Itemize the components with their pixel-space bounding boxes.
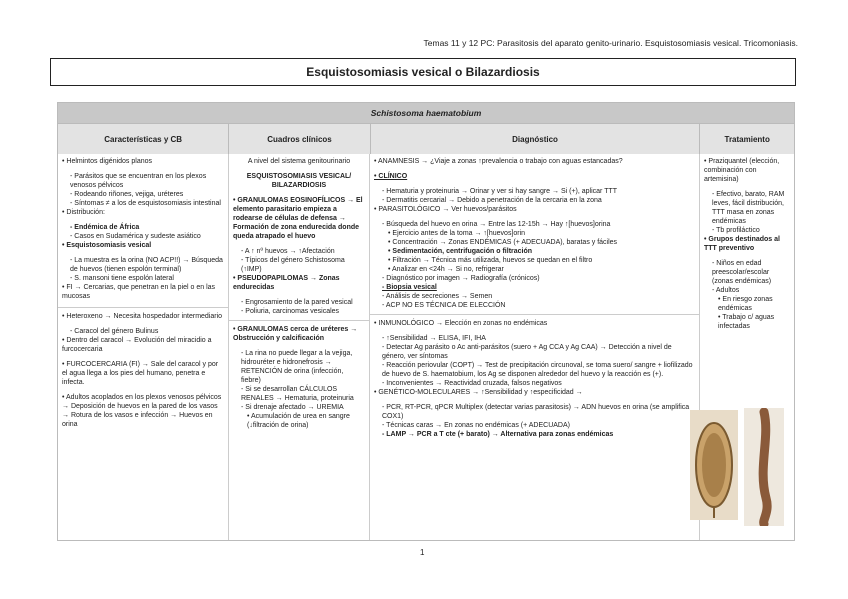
list-item: - Búsqueda del huevo en orina → Entre las 12-15h → Hay ↑[huevos]orina (382, 221, 611, 228)
list-item: - Síntomas ≠ a los de esquistosomiasis intestinal (70, 200, 221, 207)
list-item: • FURCOCERCARIA (FI) → Sale del caracol y por el agua llega a los pies del humano, penetra e infecta. (62, 361, 219, 386)
list-item: • Esquistosomiasis vesical (62, 242, 152, 249)
list-item: - Si se desarrollan CÁLCULOS RENALES → Hematuria, proteinuria (241, 386, 354, 402)
list-item: • Sedimentación, centrifugación o filtración (388, 248, 533, 255)
column-cuadros (229, 154, 370, 540)
page-title: Esquistosomiasis vesical o Bilazardiosis (50, 58, 796, 86)
list-item: • FI → Cercarias, que penetran en la piel o en las mucosas (62, 284, 216, 300)
divider (58, 307, 228, 308)
list-item: • GRANULOMAS cerca de uréteres → Obstrucción y calcificación (233, 326, 358, 342)
page-number: 1 (420, 548, 425, 557)
list-item: • Trabajo c/ aguas infectadas (718, 314, 775, 330)
document-header: Temas 11 y 12 PC: Parasitosis del aparato genito-urinario. Esquistosomiasis vesical. Tricomoniasis. (423, 38, 798, 48)
list-item: ESQUISTOSOMIASIS VESICAL/ BILAZARDIOSIS (246, 173, 352, 189)
list-item: • Acumulación de urea en sangre (↓filtración de orina) (247, 413, 350, 429)
list-item: - ACP NO ES TÉCNICA DE ELECCIÓN (382, 302, 506, 309)
list-item: - Endémica de África (70, 224, 140, 231)
list-item: • PARASITOLÓGICO → Ver huevos/parásitos (374, 206, 517, 213)
col-header-diagnostico: Diagnóstico (371, 124, 701, 154)
list-item: A nivel del sistema genitourinario (247, 158, 351, 165)
col-header-caracteristicas: Características y CB (58, 124, 229, 154)
list-item: - Hematuria y proteinuria → Orinar y ver si hay sangre → Si (+), aplicar TTT (382, 188, 618, 195)
list-item: - Poliuria, carcinomas vesicales (241, 308, 340, 315)
list-item: - Si drenaje afectado → UREMIA (241, 404, 344, 411)
list-item: - La rina no puede llegar a la vejiga, hidrouréter e hidronefrosis → RETENCIÓN de orina (infección, fiebre) (241, 350, 353, 384)
list-item: • Adultos acoplados en los plexos venosos pélvicos → Deposición de huevos en la pared de los vasos → Rotura de los vasos e infección → Huevos en orina (62, 394, 222, 428)
list-item: - Parásitos que se encuentran en los plexos venosos pélvicos (70, 173, 207, 189)
list-item: - Caracol del género Bulinus (70, 328, 159, 335)
list-item: • Analizar en <24h → Si no, refrigerar (388, 266, 504, 273)
list-item: - La muestra es la orina (NO ACP!!) → Búsqueda de huevos (tienen espolón terminal) (70, 257, 223, 273)
column-headers (58, 123, 794, 154)
list-item: - Niños en edad preescolar/escolar (zonas endémicas) (712, 260, 772, 285)
list-item: • Dentro del caracol → Evolución del miracidio a furcocercaria (62, 337, 212, 353)
content-table (57, 102, 795, 541)
adult-worm-image (744, 408, 784, 526)
divider (229, 320, 369, 321)
list-item: - Tb profiláctico (712, 227, 760, 234)
list-item: - Efectivo, barato, RAM leves, fácil distribución, TTT masa en zonas endémicas (712, 191, 785, 225)
list-item: - ↑Sensibilidad → ELISA, IFI, IHA (382, 335, 486, 342)
list-item: - PCR, RT-PCR, qPCR Multiplex (detectar varias parasitosis) → ADN huevos en orina (se amplifica COX1) (382, 404, 690, 420)
list-item: • INMUNOLÓGICO → Elección en zonas no endémicas (374, 320, 548, 327)
list-item: • GENÉTICO-MOLECULARES → ↑Sensibilidad y ↑especificidad → (374, 389, 583, 396)
list-item: - Adultos (712, 287, 740, 294)
list-item: - LAMP → PCR a T cte (+ barato) → Alternativa para zonas endémicas (382, 431, 614, 438)
list-item: • Ejercicio antes de la toma → ↑[huevos]orin (388, 230, 526, 237)
list-item: - Dermatitis cercarial → Debido a penetración de la cercaria en la zona (382, 197, 602, 204)
list-item: • GRANULOMAS EOSINOFÍLICOS → El elemento parasitario empieza a rodearse de células de defensa → Formación de zona endurecida donde queda atrapado el huevo (233, 197, 363, 240)
list-item: - Rodeando riñones, vejiga, uréteres (70, 191, 184, 198)
list-item: - Reacción periovular (COPT) → Test de precipitación circunoval, se toma suero/ sangre + liofilizado de huevo de S. haematobium, los Ag se disponen alrededor del huevo y la reacción es (+). (382, 362, 693, 378)
list-item: • Concentración → Zonas ENDÉMICAS (+ ADECUADA), baratas y fáciles (388, 239, 618, 246)
list-item: - A ↑ nº huevos → ↑Afectación (241, 248, 335, 255)
list-item: - Técnicas caras → En zonas no endémicas (+ ADECUADA) (382, 422, 570, 429)
column-caracteristicas (58, 154, 229, 540)
col-header-cuadros: Cuadros clínicos (229, 124, 370, 154)
col-header-tratamiento: Tratamiento (724, 134, 770, 144)
list-item: - Detectar Ag parásito o Ac anti-parásitos (suero + Ag CCA y Ag CAA) → Detección a nivel de género, ver síntomas (382, 344, 672, 360)
egg-micrograph-image (690, 410, 738, 520)
list-item: • Praziquantel (elección, combinación con artemisina) (704, 158, 780, 183)
list-item: - Engrosamiento de la pared vesical (241, 299, 353, 306)
list-item: • Helmintos digénidos planos (62, 158, 153, 165)
list-item: - Casos en Sudamérica y sudeste asiático (70, 233, 201, 240)
list-item: • ANAMNESIS → ¿Viaje a zonas ↑prevalencia o trabajo con aguas estancadas? (374, 158, 623, 165)
list-item: • Grupos destinados al TTT preventivo (704, 236, 780, 252)
list-item: • Heteroxeno → Necesita hospedador intermediario (62, 313, 223, 320)
list-item: - Inconvenientes → Reactividad cruzada, falsos negativos (382, 380, 562, 387)
list-item: - Típicos del género Schistosoma (↑IMP) (241, 257, 345, 273)
list-item: • PSEUDOPAPILOMAS → Zonas endurecidas (233, 275, 340, 291)
list-item: • CLÍNICO (374, 173, 408, 180)
list-item: • Filtración → Técnica más utilizada, huevos se quedan en el filtro (388, 257, 593, 264)
table-banner: Schistosoma haematobium (58, 103, 794, 123)
list-item: - Diagnóstico por imagen → Radiografía (crónicos) (382, 275, 540, 282)
list-item: • Distribución: (62, 209, 105, 216)
list-item: - Biopsia vesical (382, 284, 437, 291)
list-item: - S. mansoni tiene espolón lateral (70, 275, 174, 282)
table-body (58, 154, 794, 540)
divider (370, 314, 699, 315)
column-diagnostico (370, 154, 700, 540)
list-item: - Análisis de secreciones → Semen (382, 293, 493, 300)
list-item: • En riesgo zonas endémicas (718, 296, 773, 312)
